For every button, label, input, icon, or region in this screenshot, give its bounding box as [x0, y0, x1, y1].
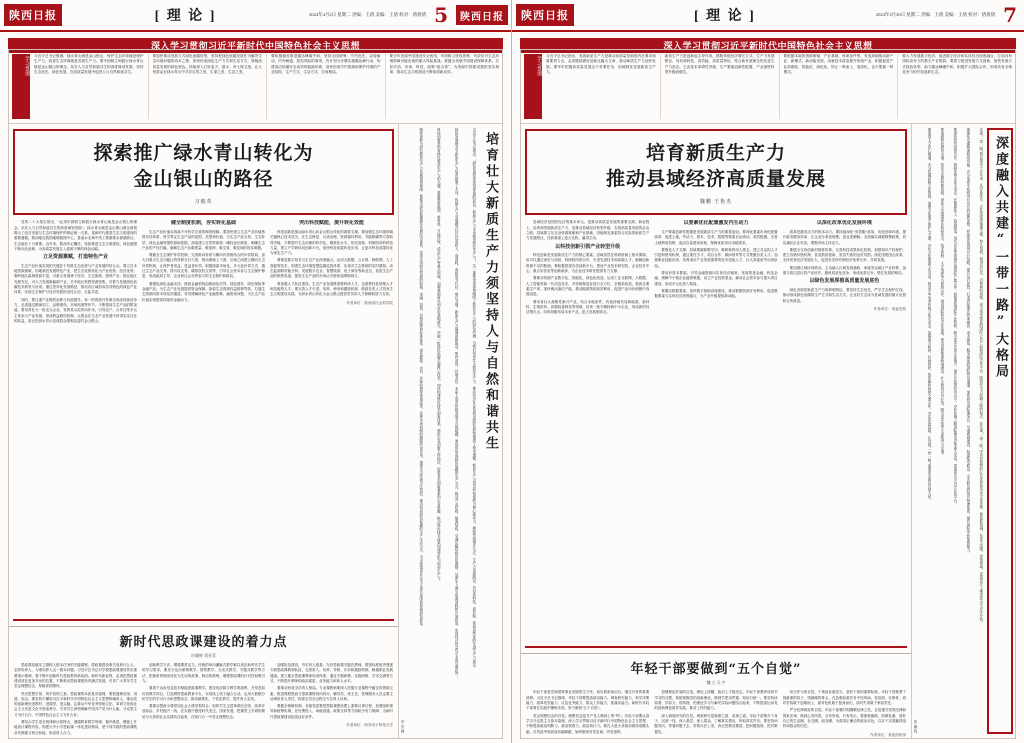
column-divider [660, 54, 661, 119]
masthead-right [512, 0, 1024, 32]
text-column [526, 220, 649, 644]
quote-marker: 学习贯彻 [12, 54, 30, 119]
column-divider [148, 54, 149, 119]
section-banner: 深入学习贯彻习近平新时代中国特色社会主义思想 [520, 38, 1016, 53]
vertical-text-column: 习近平总书记指出，“绿色发展是高质量发展的底色，新质生产力本身就是绿色生产力”。这一重要论述深刻阐明了新质生产力的绿色内涵，为我们培育壮大新质生产力、推动经济社会发展全面绿色转型提供了根本遵循。新质生产力是以科技创新为核心驱动力，摆脱传统增长方式、生产力发展路径，具有高科技、高效能、高质量特征的先进生产力质态。 [472, 128, 477, 671]
quote-column: 要加快推动发展方式绿色低碳转型，坚持把绿色低碳发展作为解决生态环境问题的治本之策，加快形成绿色生产方式和生活方式，厚植高质量发展的绿色底色。持续深入打好蓝天、碧水、净土保卫战，让人民群众在绿水青山中共享自然之美、生命之美、生活之美。 [152, 54, 262, 75]
page-title-line2: 金山银山的路径 [133, 167, 274, 190]
text-column [14, 220, 137, 617]
red-rule [13, 619, 394, 621]
paragraph: 要强化绿色金融支持。鼓励金融机构创新绿色信贷、绿色债券、绿色保险等金融产品，为生态产业发展提供资金保障。探索生态资源权益抵押贷款，打通生态资源向资本转化的通道，有效缓解绿色产业融资难、融资贵问题，为生态产品价值实现提供持续的金融动力。 [142, 281, 265, 302]
quote-column: 习近平总书记强调，绿水青山就是金山银山，保护生态环境就是保护生产力，改善生态环境就是发展生产力。要牢固树立和践行绿水青山就是金山银山的理念，站在人与自然和谐共生的高度谋划发展，坚持生态优先、绿色发展，在高质量发展中促进人与自然和谐共生。 [34, 54, 144, 75]
vertical-text-column: 要加强科技教育交流。依托丰富的科教资源，深化与共建国家在科研攻关、技术转移、人才培养等方面的合作，建设国际科技合作基地，推动创新要素跨境流动。扩大教育对外开放，吸引更多留学生来陕学习交流。 [940, 128, 945, 457]
text-column [142, 220, 265, 617]
newspaper-logo: 陕西日报 [516, 4, 574, 26]
page-title-line2: 推动县域经济高质量发展 [605, 167, 826, 190]
paragraph: 要激活数据要素。加快数字基础设施建设，推动数据资源开发利用，促进数据要素与实体经济深度融合，为产业升级提供新动能。 [654, 289, 778, 299]
paragraph: 要健全生态保护补偿机制，完善纵向补偿与横向补偿相结合的补偿格局。加大对重点生态功能区的转移支付力度，推动流域上下游、区域之间建立横向生态补偿机制，让保护者受益、受益者补偿。积极探索市场化、多元化补偿方式，通过生态产品交易、排污权交易、碳排放权交易等，引导社会资本参与生态保护修复，形成政府主导、企业和社会各界参与的生态保护新格局。 [142, 253, 265, 279]
subheading: 突出科技赋能，提升转化效能 [298, 221, 364, 227]
vertical-article-right [911, 124, 1015, 738]
secondary-headline: 新时代思政课建设的着力点 [119, 634, 288, 650]
column-divider [385, 54, 386, 119]
issue-meta: 2024年4月2日 星期二 责编：王倩 美编：王倩 校对：倩倩倩 [309, 11, 427, 17]
text-column [783, 220, 906, 644]
issue-meta: 2024年3月26日 星期二 责编：王倩 美编：王倩 校对：倩倩倩 [875, 11, 996, 17]
text-column [654, 690, 777, 738]
quote-column: 新质生产力是创新起主导作用，摆脱传统经济增长方式、生产力发展路径，具有高科技、高效能、高质量特征，符合新发展理念的先进生产力质态。它由技术革命性突破、生产要素创新性配置、产业深度转型升级而催生。 [664, 54, 775, 75]
paragraph: 要推动形成全员育人格局。专业课教师要深入挖掘专业课程中蕴含的思政元素，推进课程思政与思政课程同向同行。辅导员、班主任、管理服务人员也要主动承担育人责任，构建全员全过程全方位育人体系。 [270, 686, 393, 701]
author-affiliation: 作者单位：西安电子科技大学 [346, 723, 393, 728]
paragraph: 年轻干部是党和国家事业发展的生力军，肩负着承前启后、继往开来的重要使命。习近平总书记强调，年轻干部要提高政治能力、调查研究能力、科学决策能力、改革攻坚能力、应急处突能力、群众工作能力、抓落实能力。新时代年轻干部要在实践中锤炼本领，努力做到“五个自觉”。 [526, 690, 650, 711]
quote-column: 习近平总书记指出，发展新质生产力是推动高质量发展的内在要求和重要着力点，必须继续做好创新这篇大文章，推动新质生产力加快发展。要牢牢把握高质量发展这个首要任务，因地制宜发展新质生产力。 [546, 54, 656, 75]
paragraph: 党的二十大报告指出，“必须牢固树立和践行绿水青山就是金山银山的理念，站在人与自然和谐共生的高度谋划发展”。绿水青山就是金山银山理念深刻揭示了经济发展与生态环境保护的辩证统一关系，是新时代推进生态文明建设的重要遵循。陕西地处我国地理版图中心，是南水北调中线工程重要水源涵养区，生态地位十分重要。近年来，陕西牢记嘱托，持续推进生态文明建设，绿色版图不断向北延伸，为高质量发展注入源源不断的绿色动能。 [14, 220, 137, 251]
vertical-article-left [398, 124, 502, 738]
vertical-text-column: 共建“一带一路”倡议提出十多年来，从夯基垒台、立柱架梁到落地生根、持久发展，取得实打实、沉甸甸的成就，成为深受欢迎的国际公共产品和国际合作平台。陕西作为古丝绸之路的起点，在共建“一带一路”中具有独特的区位优势和历史文化优势，要抢抓机遇，在更大范围、更宽领域、更深层次上推进高水平对外开放。 [979, 128, 984, 625]
page-number: 5 [434, 3, 448, 27]
paragraph: 科技创新是推动绿水青山向金山银山转化的重要支撑。要加强生态环境领域关键核心技术攻关，在生态修复、污染治理、资源循环利用、节能降碳等方面取得突破，不断提升生态治理的科学化、精准化水平。依托高校、科研院所的科技力量，建立产学研协同创新平台，加快科技成果转化应用，让更多科技成果转化为现实生产力。 [270, 229, 393, 256]
column-divider [266, 54, 267, 119]
paragraph: 要加强区域协同联动。主动融入区域发展战略，承接发达地区产业转移，加强与周边县区的产业协作，避免同质化竞争，形成优势互补、错位发展的格局。 [782, 265, 906, 276]
byline: 魏鹏 王艳杰 [699, 200, 733, 206]
subheading: 以要素优化配置激发内生动力 [683, 221, 749, 227]
text-column [270, 663, 393, 738]
subheading: 以深化改革优化发展环境 [816, 221, 872, 227]
feature-columns [9, 215, 398, 617]
paragraph: 加强队伍建设，夯实育人根基。办好思政课关键在教师。要按标准配齐建强专职思政课教师队伍，完善准入、培养、考核、评价和激励机制，畅通职业发展通道。建立健全思政课教师培训体系，通过专题研修、实践研修、学术交流等方式，不断提升教师的政治素质、业务能力和育人水平。 [270, 662, 393, 683]
subheading: 以绿色发展厚植高质量发展底色 [809, 279, 880, 285]
paragraph: 县域经济是国民经济的基本单元，是推动高质量发展的重要支撑。新征程上，培育和发展新质生产力，是推动县域经济转型升级、实现高质量发展的必由之路。县域要立足自身资源禀赋和产业基础，因地制宜探索符合实际的新质生产力发展路径，在新赛道上抢占先机、赢得主动。 [526, 220, 650, 241]
quote-marker: 学习贯彻 [524, 54, 542, 119]
paragraph: 同时，要注重产业链的延伸与价值提升。单一的资源开发难以形成持续竞争力，必须通过精深加工、品牌建设、市场拓展等环节，不断提高生态产品的附加值。要培育壮大一批龙头企业，发挥其示范带动作用，引导农户、合作社等多元主体参与产业发展，形成利益联结机制，让群众在生态产业发展中获得实实在在的收益，真正把绿水青山变成群众增收致富的金山银山。 [14, 297, 137, 323]
page-content-left [8, 49, 503, 739]
right-main-column [521, 50, 1015, 738]
section-title: [ 理 论 ] [694, 9, 756, 24]
paragraph: 加强理论武装的自觉。理论上清醒，政治上才能坚定。年轻干部要养成读书学习的习惯，系统掌握党的创新理论，做到学思用贯通、知信行统一。要坚持读原著、学原文、悟原理，把理论学习与解决实际问题结合起来，不断提高运用党的创新理论指导实践、推动工作的能力。 [654, 690, 778, 711]
newspaper-logo: 陕西日报 [4, 4, 62, 26]
author-affiliation: 作者单位：省委组织部 [870, 732, 906, 737]
left-main-column [9, 50, 502, 738]
paragraph: 要加强人才队伍建设。生态产业发展既需要科研人才，也需要经营管理人才和技能型人才。要完善人才引进、培养、使用和激励机制，鼓励各类人才投身生态文明建设实践，为绿水青山转化为金山银山提供坚实的人才保障和智力支持。 [270, 281, 393, 297]
text-column [14, 663, 137, 738]
masthead-left [0, 0, 511, 32]
text-column [526, 690, 649, 738]
vertical-text-column: 绿色发展理念为新质生产力培育指明了方向。传统生产力发展模式往往以高投入、高消耗、高排放为代价，难以为继。新质生产力强调创新驱动、集约高效、环境友好，本质上是对传统发展方式的超越。要加快形成绿色低碳的生产方式，推动产业结构、能源结构、交通运输结构优化调整，从源头上减少资源消耗和污染排放，实现经济效益与生态效益的统一。 [455, 128, 460, 681]
paragraph: 要培育壮大战略性新兴产业。结合本地条件，有选择地布局新能源、新材料、生物医药、高端装备制造等领域，培育一批专精特新中小企业，形成新的经济增长点。同时前瞻布局未来产业，抢占发展制高点。 [526, 299, 650, 315]
quote-column: 要根据本地的资源禀赋、产业基础、科研条件等，有选择地推动新产业、新模式、新动能发展，用新技术改造提升传统产业，积极促进产业高端化、智能化、绿色化，防止一哄而上、泡沫化，也不要搞一种模式。 [783, 54, 894, 75]
paragraph: 突出思想引领，筑牢信仰之基。思政课的本质是讲道理，要把道理讲深、讲透、讲活。要坚持不懈用习近平新时代中国特色社会主义思想铸魂育人，推动党的创新理论进教材、进课堂、进头脑。注重从中华优秀传统文化、革命文化和社会主义先进文化中汲取养分，引导学生深刻理解中国共产党为什么能、马克思主义为什么行、中国特色社会主义为什么好。 [14, 691, 137, 717]
paragraph: 要结合学生成长规律和认知特点，遵循教育教学规律，循序渐进、螺旋上升地设计课程内容，构建大中小学思政课一体化建设格局，使不同学段的思政课既各有侧重又相互衔接，形成育人合力。 [14, 720, 137, 735]
secondary-headline: 年轻干部要做到“五个自觉” [630, 662, 802, 678]
newspaper-logo-small: 陕西日报 [456, 5, 508, 25]
vertical-text-column: 要深化经贸投资合作。鼓励优势企业走出去，在能源化工、装备制造、现代农业等领域开展国际产能合作。积极承接国际产业转移，吸引更多外资企业落户，提升开放型经济水平。办好丝绸之路国际博览会等重大活动，搭建高水平对外开放平台。 [953, 128, 958, 506]
subheading: 健全制度机制，夯实转化基础 [170, 221, 236, 227]
secondary-byline: 魏 立 天 宇 [706, 680, 726, 686]
text-column [783, 690, 906, 738]
paragraph: 要推动传统产业数字化、智能化、绿色化改造。运用工业互联网、大数据、人工智能等新一代信息技术，对传统制造业进行全方位、全链条改造，提高全要素生产率。加快淘汰落后产能，推动能源资源高效利用，促进产业向价值链中高端迈进。 [526, 276, 650, 297]
vertical-text-column: 制度创新为绿色新质生产力发展提供保障。要健全绿色低碳循环发展经济体系，完善支持绿色发展的财税、金融、投资、价格政策和标准体系。深化能源、水价、环保收费等领域改革，发挥市场机制的激励约束作用。加强生态环境分区管控，推动形成绿色低碳的生产生活方式，为全面建设社会主义现代化国家厚植绿色底色。 [419, 128, 424, 629]
page-title: 培育新质生产力 [645, 142, 786, 164]
secondary-columns [521, 686, 911, 738]
masthead-right-meta [876, 3, 1021, 27]
paragraph: 改革是激发活力的根本动力。要持续深化“放管服”改革，优化营商环境，提升政务服务效率，让企业办事更便捷、创业更顺畅。全面落实减税降费政策，切实减轻企业负担，增强市场主体活力。 [782, 229, 906, 245]
vertical-byline: 李雪峰 [401, 720, 405, 734]
paragraph: 生态产品价值实现离不开科学完善的制度保障。要加快建立生态产品价值核算评估体系，科学界定生态产品的范围、类型和价值，为生态产品交易、生态补偿、绿色金融等提供基础依据。探索建立自然资源统一确权登记制度，明晰生态产品的产权归属，破解生态产品难度量、难抵押、难交易、难变现的现实难题。 [142, 229, 265, 250]
page-number: 7 [1003, 3, 1017, 27]
paragraph: 要推动思政小课堂同社会大课堂相结合。组织学生走进革命纪念馆、改革开放前沿、乡村振兴一线，在实践中感受时代变迁、国家发展，把课堂上学到的理论与火热的社会实践结合起来，在知行合一中坚定理想信念。 [142, 704, 265, 719]
paragraph: 生态产品价值实现的关键在于找准生态优势与产业发展的结合点。要立足本地资源禀赋，因地制宜发展特色产业，把生态优势转化为产业优势、经济优势。秦岭地区森林资源丰富，可重点发展林下经济、生态旅游、康养产业；陕北地区光照充足，可大力发展新能源产业；关中地区科教资源密集，可着力发展绿色低碳技术研发与应用。通过差异化发展路径，推动各区域形成各具特色的绿色产业体系，实现生态保护与经济发展的良性互动、互促共进。 [14, 263, 137, 295]
paragraph: 要善于运用信息技术赋能思政课教学。建设优质数字教学资源库，开发虚拟仿真教学项目，打造网络思政教育平台，实现线上线下融合互动。运用大数据分析学生的学习行为和思想动态，推动精准化、个性化教学，提升育人实效。 [142, 686, 265, 701]
paragraph: 思政课是落实立德树人根本任务的关键课程，思政课建设事关培养什么人、怎样培养人、为谁培养人这一根本问题。习近平总书记对学校思政课建设作出重要指示强调，要不断开创新时代思政教育新局面。新时代新征程，必须把思政课建设放在更加突出的位置，不断推动思政课建设内涵式发展，引导广大青年学生坚定理想信念、厚植家国情怀。 [14, 662, 137, 689]
vertical-headline: 深度融入共建“一带一路”大格局 [987, 128, 1013, 734]
article-area [521, 124, 1015, 738]
author-affiliation: 作者单位：陕西省社会科学院 [346, 300, 393, 305]
masthead-center [574, 5, 876, 25]
vertical-headline: 培育壮大新质生产力须坚持人与自然和谐共生 [483, 132, 498, 452]
quote-column: 要积极稳妥推进碳达峰碳中和，坚持全国统筹、节约优先、双轮驱动、内外畅通、防范风险的原则，有计划分步骤实施碳达峰行动，构建清洁低碳安全高效的能源体系，加快形成节约资源和保护环境的产业结构、生产方式、生活方式、空间格局。 [271, 54, 381, 75]
feature-article [9, 124, 398, 738]
paragraph: 深入调查研究的自觉。调查研究是谋事之基、成事之道。年轻干部要扑下身子、沉到一线，深入基层、深入群众，了解真实情况，听取真实声音。要坚持问题导向，带着问题下去，带着办法上来，真正把情况摸清、把问题找准、把对策提实。 [654, 713, 778, 734]
paragraph: 绿色发展是新质生产力的鲜明特征。要坚持生态优先，严守生态保护红线，推动形成绿色低碳的生产方式和生活方式，让良好生态成为县域发展的最大优势和宝贵财富。 [782, 287, 906, 303]
paragraph: 担当作为的自觉。干事创业敢担当，是好干部的重要标准。年轻干部要勇于挑最重的担子、啃最硬的骨头，在急难险重任务中经风雨、见世面、壮筋骨。面对矛盾敢于迎难而上，面对危机敢于挺身而出，面对失误敢于承担责任。 [782, 690, 906, 705]
quote-box [9, 50, 502, 124]
paragraph: 创新教学方法，增强课堂活力。传统的单向灌输式教学难以适应新时代学生的学习需求。要充分运用案例教学、情景教学、互动式教学、专题式教学等方法，把抽象的理论转化为生动的故事、鲜活的案例，增强思政课的针对性和吸引力。 [142, 662, 265, 683]
column-divider [779, 54, 780, 119]
secondary-byline: 许晓婷 刘亚菲 [191, 652, 216, 658]
paragraph: 要用好资本要素。引导金融资源向实体经济倾斜，发展普惠金融、科技金融，缓解中小微企业融资难题。设立产业投资基金，撬动社会资本参与重大项目建设，形成多元化投入格局。 [654, 271, 778, 286]
feature-headline-block [525, 129, 907, 215]
feature-headline-block [13, 129, 394, 215]
text-column [270, 220, 393, 617]
byline: 习俊英 [194, 200, 213, 206]
text-column [142, 663, 265, 738]
section-title: [ 理 论 ] [154, 9, 217, 24]
section-banner: 深入学习贯彻习近平新时代中国特色社会主义思想 [8, 38, 503, 53]
page-content-right [520, 49, 1016, 739]
feature-columns [521, 215, 911, 644]
secondary-article [521, 653, 911, 738]
quote-box [521, 50, 1015, 124]
author-affiliation: 作者单位：省委党校 [873, 306, 906, 311]
paragraph: 严守纪律规矩的自觉。年轻干部要时刻绷紧纪律之弦，自觉遵守党的纪律和国家法律，做到心有所畏、言有所戒、行有所止。要慎独慎微、防微杜渐，管好自己的生活圈、社交圈、朋友圈，永葆清正廉洁的政治本色，以实干实绩赢得组织和群众的信任。 [782, 708, 906, 729]
masthead-right [309, 3, 508, 27]
vertical-text-column: 要促进人文民心相通。充分挖掘丝路文化资源，加强文化遗产保护与交流，办好文化旅游节庆活动，推动中华优秀传统文化走出去。加强地方政府、民间组织、智库媒体间的交流合作，夯实民意基础，让共建“一带一路”成果更多惠及各国人民。 [927, 128, 932, 503]
paragraph: 要健全保障机制。各级党委要把思政课建设摆上重要议事日程，加强组织领导和统筹协调，在经费投入、场地设施、政策支持等方面给予有力保障，为新时代思政课建设创造良好条件。 [270, 704, 393, 719]
red-rule [525, 646, 907, 648]
feature-article [521, 124, 911, 738]
paragraph: 要强化人才支撑。县域要破除唯学历、唯职称的用人观念，建立灵活的人才引进和使用机制，通过柔性引才、项目合作、顾问指导等方式集聚各类人才。加强职业技能培训，培养适应产业发展需要的技术技能人才，壮大高素质劳动者队伍。 [654, 247, 778, 268]
vertical-text-column: 科技创新是培育绿色新质生产力的关键。要聚焦新能源、新材料、节能环保、清洁生产等重点领域，加强基础研究和应用基础研究，突破一批绿色低碳关键核心技术。加快构建绿色技术创新体系，强化企业创新主体地位，促进各类创新要素向企业集聚，推动绿色技术成果加速转化为现实生产力。 [437, 128, 442, 583]
masthead-center [62, 5, 309, 25]
paragraph: 生产要素创新性配置是发展新质生产力的重要途径。要深化要素市场化配置改革，促进土地、劳动力、资本、技术、数据等要素自由流动、高效配置。完善土地利用机制，盘活存量建设用地，保障优质项目用地需求。 [654, 229, 778, 245]
subheading: 以科技创新引领产业转型升级 [555, 244, 621, 250]
paragraph: 科技创新是发展新质生产力的核心要素。县域虽然在科研资源上相对薄弱，但可以通过深化与高校、科研院所的合作，引进先进技术和高端人才，破解创新资源不足的瓶颈。要积极搭建各类创新平台，建设产业技术研究院、企业技术中心、重点实验室等创新载体，为企业技术研发提供有力支撑。 [526, 253, 650, 274]
page-right [512, 0, 1024, 743]
paragraph: 要健全支持创新的制度体系。完善科技成果转化机制，加强知识产权保护，建立容错纠错机制，营造鼓励创新、宽容失败的良好氛围。深化国资国企改革，支持民营经济发展壮大，促进各类所有制经济优势互补、共同发展。 [782, 247, 906, 263]
paragraph: 坚定理想信念的自觉。理想信念是共产党人精神上的“钙”。年轻干部要认真学习马克思主义基本原理，深入学习贯彻习近平新时代中国特色社会主义思想，不断提高政治判断力、政治领悟力、政治执行力。要在大是大非面前保持清醒头脑，在风浪考验面前站稳脚跟，始终做到对党忠诚、听党指挥。 [526, 713, 650, 734]
quote-column: 要大力发展数字经济，促进数字经济和实体经济深度融合，打造具有国际竞争力的数字产业集群。要着力推进发展方式创新，加快发展方式绿色转型，助力碳达峰碳中和，积极扩大国际合作，形成具有全球竞争力的开放创新生态。 [902, 54, 1012, 75]
text-column [654, 220, 777, 644]
secondary-article [9, 626, 398, 738]
secondary-columns [9, 659, 398, 738]
vertical-text-column: 要强化交通物流枢纽功能。充分发挥中欧班列长安号的品牌优势，持续优化班列开行线路，提升运行质效，打造内陆地区效率最高、成本最低、服务最优的国际贸易通道。加快西安国际港务区、空港新城建设，构建陆空联运、多式联运的现代物流体系，提升国际中转集散能力。 [966, 128, 971, 555]
vertical-byline: 张鹏程 [914, 720, 918, 734]
subheading: 立足资源禀赋，打造特色产业 [42, 255, 108, 261]
column-divider [897, 54, 898, 119]
page-title: 探索推广绿水青山转化为 [93, 142, 314, 164]
quote-column: 要守牢美丽中国建设安全底线，牢固树立底线思维，有效应对生态环境领域可能出现的重大风险挑战。要健全美丽中国建设保障体系，打好法治、市场、科技、政策“组合拳”，为美丽中国建设提供坚实保障，推动生态文明建设不断取得新成效。 [389, 54, 499, 75]
article-area [9, 124, 502, 738]
paragraph: 要推进数字技术与生态产业深度融合。运用大数据、云计算、物联网、人工智能等技术，构建生态环境智慧监测监管体系，实现对生态系统的实时感知、动态监测和智能分析。发展数字农业、智慧旅游、电子商务等新业态，拓宽生态产品的销售渠道，提高生态产品的市场认可度和品牌影响力。 [270, 258, 393, 279]
